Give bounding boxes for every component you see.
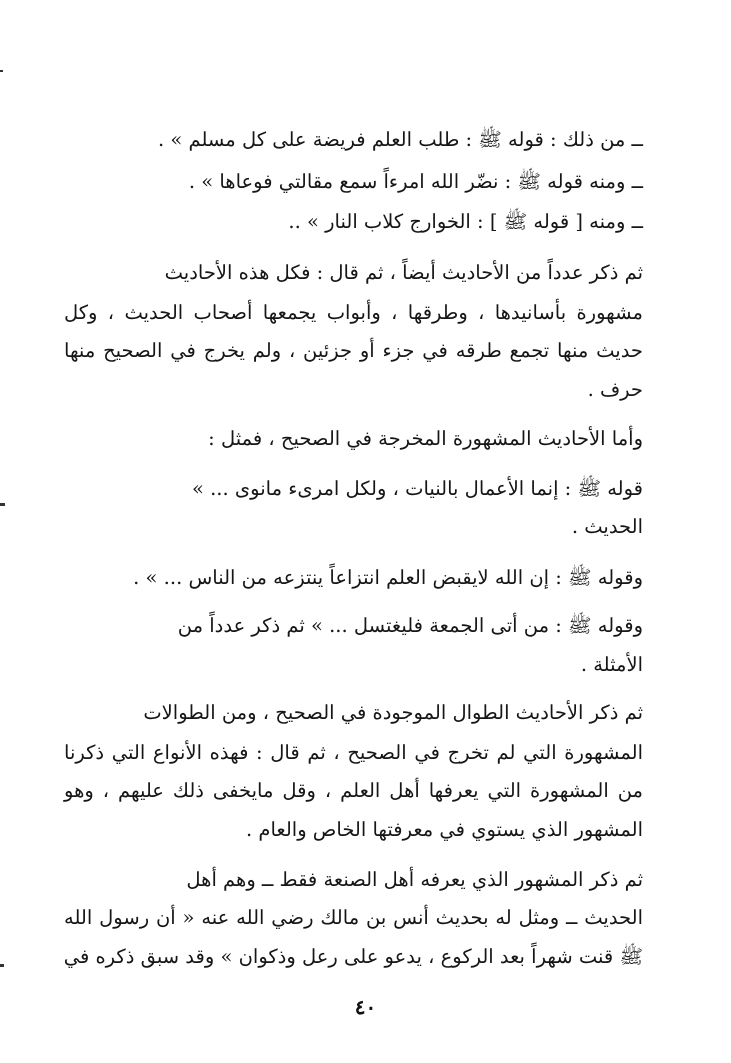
text-line: الحديث .	[571, 515, 643, 538]
text-line: الحديث ــ ومثل له بحديث أنس بن مالك رضي الله عنه « أن رسول الله	[64, 906, 643, 929]
text-line: ثم ذكر عدداً من الأحاديث أيضاً ، ثم قال : فكل هذه الأحاديث	[164, 261, 643, 284]
text-line: المشهور الذي يستوي في معرفتها الخاص والعام .	[246, 818, 643, 841]
text-line: ــ ومنه قوله ﷺ : نضّر الله امرءاً سمع مقالتي فوعاها » .	[188, 170, 643, 193]
text-line: وقوله ﷺ : من أتى الجمعة فليغتسل ... » ثم ذكر عدداً من	[177, 614, 643, 637]
text-line: وقوله ﷺ : إن الله لايقبض العلم انتزاعاً ينتزعه من الناس ... » .	[133, 566, 643, 589]
text-line: الأمثلة .	[580, 653, 643, 676]
text-line: ﷺ قنت شهراً بعد الركوع ، يدعو على رعل وذكوان » وقد سبق ذكره في	[63, 945, 643, 968]
text-line: وأما الأحاديث المشهورة المخرجة في الصحيح ، فمثل :	[208, 427, 643, 450]
text-line: المشهورة التي لم تخرج في الصحيح ، ثم قال : فهذه الأنواع التي ذكرنا	[64, 741, 643, 764]
margin-mark	[0, 70, 3, 72]
margin-mark	[0, 503, 5, 506]
text-line: ثم ذكر المشهور الذي يعرفه أهل الصنعة فقط ــ وهم أهل	[186, 868, 643, 891]
margin-mark	[0, 964, 4, 967]
text-line: ــ من ذلك : قوله ﷺ : طلب العلم فريضة على كل مسلم » .	[157, 128, 643, 151]
text-line: ثم ذكر الأحاديث الطوال الموجودة في الصحيح ، ومن الطوالات	[143, 701, 643, 724]
text-line: قوله ﷺ : إنما الأعمال بالنيات ، ولكل امرىء مانوى ... »	[191, 477, 643, 500]
text-line: من المشهورة التي يعرفها أهل العلم ، وقل مايخفى ذلك عليهم ، وهو	[64, 779, 643, 802]
text-line: حرف .	[587, 378, 643, 401]
text-line: ــ ومنه [ قوله ﷺ ] : الخوارج كلاب النار » ..	[288, 210, 643, 233]
page-number: ٤٠	[354, 995, 377, 1019]
text-line: حديث منها تجمع طرقه في جزء أو جزئين ، ولم يخرج في الصحيح منها	[64, 339, 643, 362]
text-line: مشهورة بأسانيدها ، وطرقها ، وأبواب يجمعها أصحاب الحديث ، وكل	[64, 301, 643, 324]
